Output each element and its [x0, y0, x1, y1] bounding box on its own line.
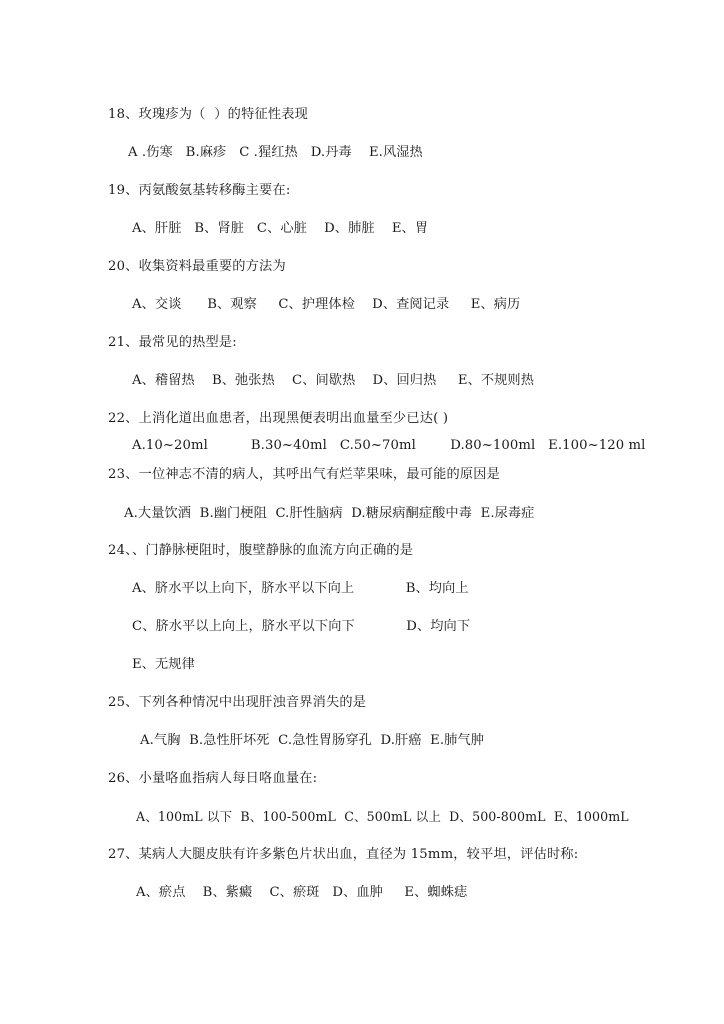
question-18-options: A .伤寒 B.麻疹 C .猩红热 D.丹毒 E.风湿热 [128, 145, 423, 160]
question-24-option-e: E、无规律 [132, 657, 195, 672]
question-19: 19、丙氨酸氨基转移酶主要在: [108, 183, 291, 198]
question-26: 26、小量咯血指病人每日咯血量在: [108, 771, 318, 786]
question-20-options: A、交谈 B、观察 C、护理体检 D、查阅记录 E、病历 [132, 297, 521, 312]
question-22-options: A.10~20ml B.30~40ml C.50~70ml D.80~100ml E.100~120 ml [132, 438, 646, 453]
question-24-option-ab: A、脐水平以上向下，脐水平以下向上 B、均向上 [132, 581, 469, 596]
question-23: 23、一位神志不清的病人，其呼出气有烂苹果味，最可能的原因是 [108, 467, 501, 482]
question-24-option-cd: C、脐水平以上向上，脐水平以下向下 D、均向下 [132, 619, 471, 634]
question-22: 22、上消化道出血患者，出现黑便表明出血量至少已达( ) [108, 411, 449, 426]
question-27: 27、某病人大腿皮肤有许多紫色片状出血，直径为 15mm，较平坦，评估时称: [108, 847, 579, 862]
question-25: 25、下列各种情况中出现肝浊音界消失的是 [108, 695, 367, 710]
question-21-options: A、稽留热 B、弛张热 C、间歇热 D、回归热 E、不规则热 [132, 373, 535, 388]
question-19-options: A、肝脏 B、肾脏 C、心脏 D、肺脏 E、胃 [132, 221, 429, 236]
question-25-options: A.气胸 B.急性肝坏死 C.急性胃肠穿孔 D.肝癌 E.肺气肿 [140, 733, 485, 748]
question-26-options: A、100mL 以下 B、100-500mL C、500mL 以上 D、500-800mL E、1000mL [136, 809, 629, 824]
question-24: 24、、门静脉梗阻时，腹壁静脉的血流方向正确的是 [108, 543, 414, 558]
question-20: 20、收集资料最重要的方法为 [108, 259, 286, 274]
question-18: 18、玫瑰疹为（ ）的特征性表现 [108, 107, 309, 122]
question-23-options: A.大量饮酒 B.幽门梗阻 C.肝性脑病 D.糖尿病酮症酸中毒 E.尿毒症 [124, 506, 535, 521]
question-21: 21、最常见的热型是: [108, 335, 237, 350]
question-27-options: A、瘀点 B、紫癜 C、瘀斑 D、血肿 E、蜘蛛痣 [136, 885, 468, 900]
